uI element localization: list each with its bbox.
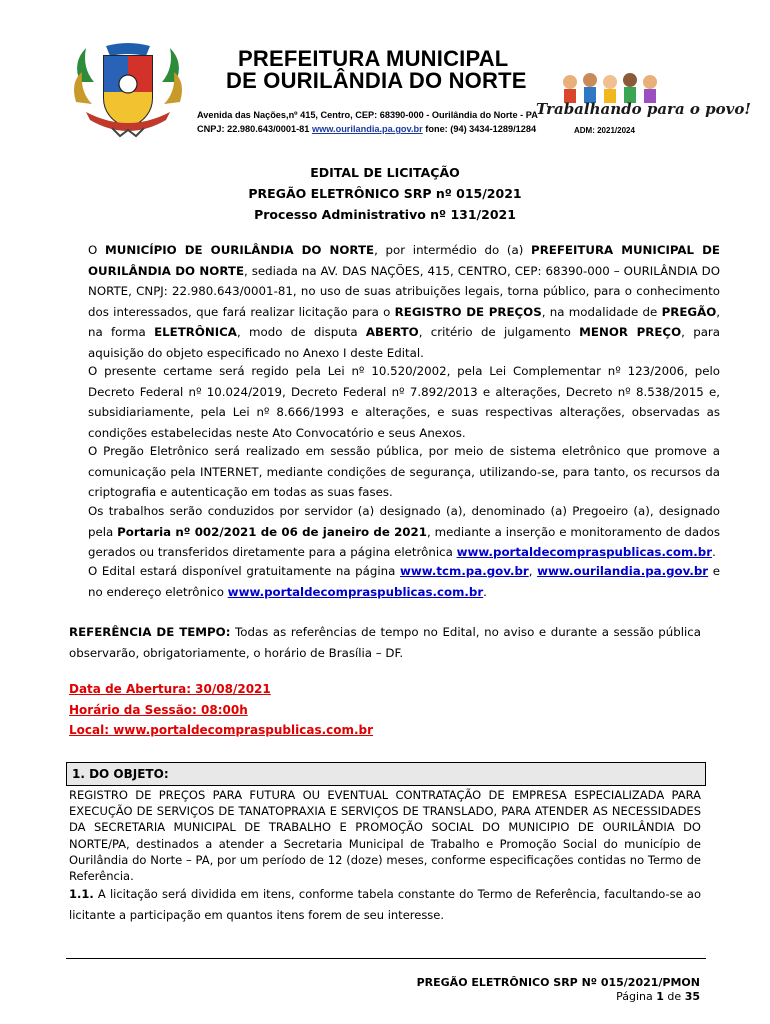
- footer-reference: PREGÃO ELETRÔNICO SRP Nº 015/2021/PMON: [416, 976, 700, 989]
- object-item-1-1: 1.1. A licitação será dividida em itens, conforme tabela constante do Termo de Referência, facultando-se ao licitante a participação em quantos itens forem de seu interesse.: [69, 887, 701, 923]
- time-reference-paragraph: REFERÊNCIA DE TEMPO: Todas as referências de tempo no Edital, no aviso e durante a sessão pública observarão, obrigatoriamente, o horário de Brasília – DF.: [69, 625, 701, 660]
- ourilandia-link[interactable]: www.ourilandia.pa.gov.br: [537, 564, 709, 578]
- intro-paragraph: O MUNICÍPIO DE OURILÂNDIA DO NORTE, por intermédio do (a) PREFEITURA MUNICIPAL DE OURILÂNDIA DO NORTE, sediada na AV. DAS NAÇÕES, 415, CENTRO, CEP: 68390-000 – OURILÂNDIA DO NORTE, CNPJ: 22.980.643/0001-81, no uso de suas atribuições legais, torna público, para o conhecimento dos interessados, que fará realizar licitação para o REGISTRO DE PREÇOS, na modalidade de PREGÃO, na forma ELETRÔNICA, modo de disputa ABERTO, critério de julgamento MENOR PREÇO, para aquisição do objeto especificado no Anexo I deste Edital.: [88, 243, 720, 360]
- header-website-link[interactable]: www.ourilandia.pa.gov.br: [311, 124, 423, 134]
- session-location[interactable]: Local: www.portaldecompraspublicas.com.br: [69, 723, 374, 737]
- processo-title: Processo Administrativo nº 131/2021: [254, 207, 516, 222]
- page-number: Página 1 de 35: [616, 990, 700, 1003]
- header-admin-period: ADM: 2021/2024: [574, 126, 635, 135]
- header-title-line1: PREFEITURA MUNICIPAL: [238, 46, 509, 71]
- object-section-text: [69, 787, 701, 926]
- time-reference-label: REFERÊNCIA DE TEMPO:: [69, 625, 231, 639]
- object-description: REGISTRO DE PREÇOS PARA FUTURA OU EVENTUAL CONTRATAÇÃO DE EMPRESA ESPECIALIZADA PARA EXECUÇÃO DE SERVIÇOS DE TANATOPRAXIA E SERVIÇOS DE TRANSLADO, PARA ATENDER AS NECESSIDADES DA SECRETARIA MUNICIPAL DE TRABALHO E PROMOÇÃO SOCIAL DO MUNICIPIO DE OURILÂNDIA DO NORTE/PA, destinados a atender a Secretaria Municipal de Trabalho e Promoção Social do município de Ourilândia do Norte – PA, por um período de 12 (doze) meses, conforme especificações contidas no Termo de Referência.: [69, 788, 701, 884]
- header-cnpj: CNPJ: 22.980.643/0001-81: [197, 124, 310, 134]
- portal-link-2[interactable]: www.portaldecompraspublicas.com.br: [227, 584, 484, 599]
- header-contact-line: [197, 124, 536, 134]
- letterhead: [60, 40, 751, 140]
- children-illustration: [556, 70, 666, 104]
- tcm-link[interactable]: www.tcm.pa.gov.br: [399, 564, 529, 578]
- header-title-line2: DE OURILÂNDIA DO NORTE: [226, 68, 527, 93]
- session-time: Horário da Sessão: 08:00h: [69, 703, 248, 717]
- portal-link[interactable]: www.portaldecompraspublicas.com.br: [456, 545, 713, 560]
- electronic-session-paragraph: O Pregão Eletrônico será realizado em sessão pública, por meio de sistema eletrônico que promove a comunicação pela INTERNET, mediante condições de segurança, utilizando-se, para tanto, os recursos da criptografia e autenticação em todas as suas fases.: [88, 444, 720, 500]
- pregao-title: PREGÃO ELETRÔNICO SRP nº 015/2021: [248, 186, 522, 201]
- pregoeiro-paragraph: Os trabalhos serão conduzidos por servidor (a) designado (a), denominado (a) Pregoeiro (a), designado pela Portaria nº 002/2021 de 06 de janeiro de 2021, mediante a inserção e monitoramento de dados gerados ou transferidos diretamente para a página eletrônica www.portaldecompraspublicas.com.br.: [88, 504, 720, 560]
- footer-divider: [66, 958, 706, 959]
- legal-basis-paragraph: O presente certame será regido pela Lei nº 10.520/2002, pela Lei Complementar nº 123/2006, pelo Decreto Federal nº 10.024/2019, Decreto Federal nº 7.892/2013 e alterações, Decreto nº 8.538/2015 e, subsidiariamente, pela Lei nº 8.666/1993 e alterações, e suas respectivas alterações, observadas as condições estabelecidas neste Ato Convocatório e seus Anexos.: [88, 364, 720, 440]
- opening-date: Data de Abertura: 30/08/2021: [69, 682, 271, 696]
- header-slogan: Trabalhando para o povo!: [536, 100, 751, 118]
- municipal-crest-logo: [68, 42, 188, 138]
- edital-availability-paragraph: O Edital estará disponível gratuitamente na página www.tcm.pa.gov.br, www.ourilandia.pa.gov.br e no endereço eletrônico www.portaldecompraspublicas.com.br.: [88, 564, 720, 599]
- edital-title: EDITAL DE LICITAÇÃO: [310, 165, 460, 180]
- header-address: Avenida das Nações,nº 415, Centro, CEP: 68390-000 - Ourilândia do Norte - PA: [197, 110, 538, 120]
- header-phone: fone: (94) 3434-1289/1284: [425, 124, 537, 134]
- item-number: 1.1.: [69, 887, 94, 902]
- object-section-heading: 1. DO OBJETO:: [66, 762, 706, 786]
